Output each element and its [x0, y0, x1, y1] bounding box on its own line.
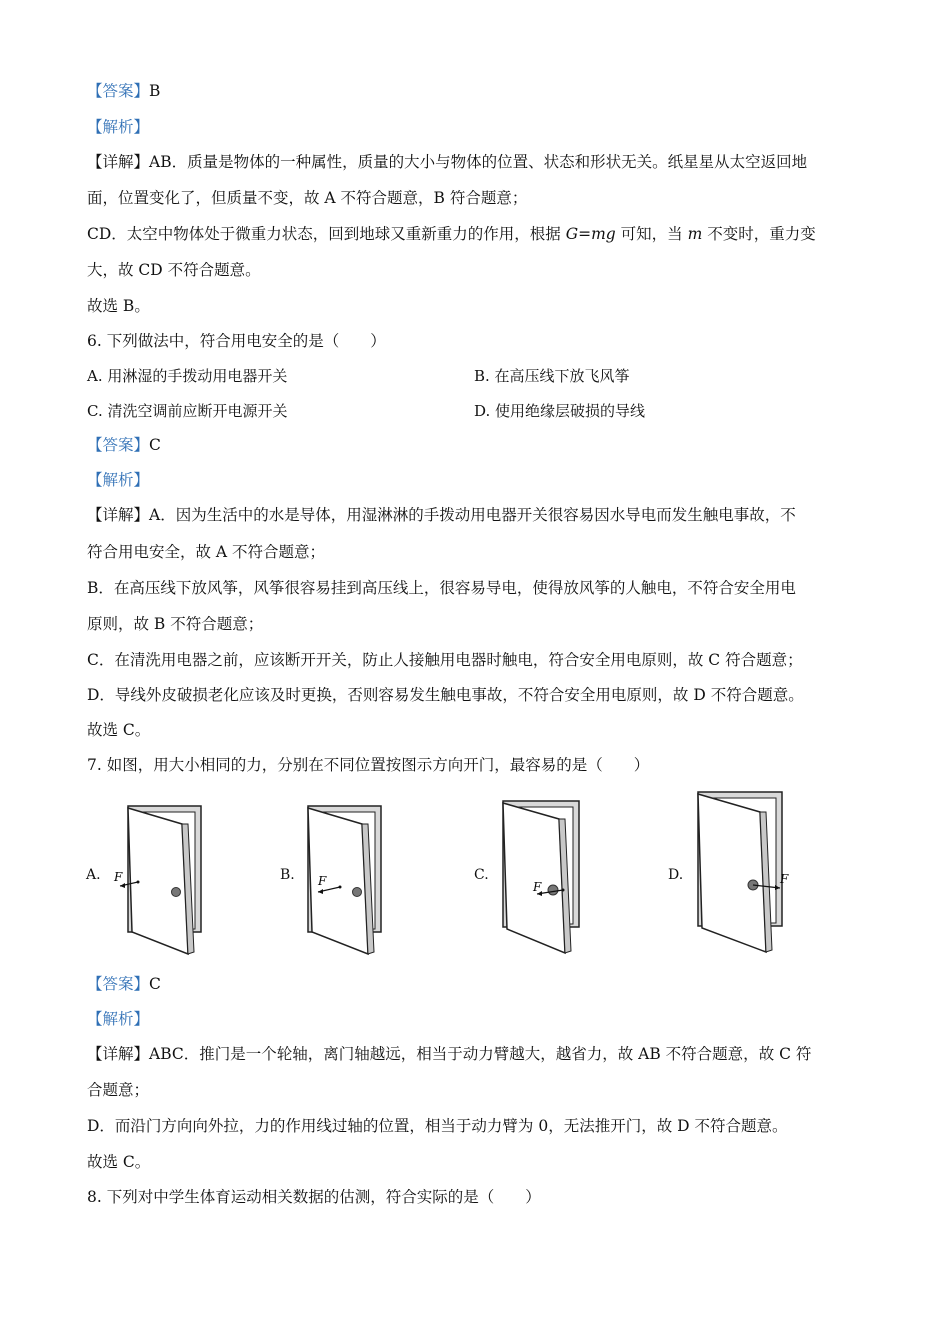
q6-conclusion: 故选 C。 [87, 721, 151, 739]
force-point [137, 881, 140, 884]
q6-answer-line [87, 435, 161, 455]
detail-tag: 【详解】 [87, 153, 150, 171]
detail-text: AB．质量是物体的一种属性，质量的大小与物体的位置、状态和形状无关。纸星星从太空返回地 [149, 153, 808, 171]
force-label: F [780, 872, 789, 886]
door-knob [172, 888, 181, 897]
q5-conclusion: 故选 B。 [87, 297, 150, 315]
q7-answer-line [87, 974, 161, 994]
force-point [562, 889, 565, 892]
door-panel [308, 808, 368, 954]
q6-option-a: A. 用淋湿的手拨动用电器开关 [87, 367, 288, 385]
q7-detail-line-2: 合题意； [87, 1081, 150, 1099]
q6-detail-line-2: 符合用电安全，故 A 不符合题意； [87, 543, 326, 561]
q5-answer-line [87, 81, 160, 101]
door-panel [698, 794, 766, 952]
formula: G=mg [565, 225, 616, 243]
analysis-tag: 【解析】 [87, 471, 150, 489]
detail-text: CD．太空中物体处于微重力状态，回到地球又重新重力的作用，根据 [87, 225, 566, 243]
detail-tag: 【详解】 [87, 506, 150, 524]
figure-d-label: D. [668, 867, 684, 883]
force-label: F [318, 874, 327, 888]
detail-text: 不变时，重力变 [702, 225, 816, 243]
answer-value: C [149, 975, 161, 993]
figure-b-label: B. [280, 867, 295, 883]
answer-value: B [149, 82, 161, 100]
q6-option-c: C. 清洗空调前应断开电源开关 [87, 402, 288, 420]
door-figure-a [100, 800, 215, 960]
q6-stem: 6. 下列做法中，符合用电安全的是（ ） [87, 332, 386, 350]
force-label: F [114, 870, 123, 884]
q5-detail-line-2: 面，位置变化了，但质量不变，故 A 不符合题意，B 符合题意； [87, 189, 528, 207]
answer-value: C [149, 436, 161, 454]
q6-detail-line-3: B．在高压线下放风筝，风筝很容易挂到高压线上，很容易导电，使得放风筝的人触电，不符合安全用电 [87, 579, 796, 597]
analysis-tag: 【解析】 [87, 118, 150, 136]
answer-tag: 【答案】 [87, 436, 150, 454]
variable-m: m [687, 225, 703, 243]
door-figure-c [473, 795, 588, 960]
q5-analysis-tag [87, 117, 149, 137]
q7-detail-line-3: D．而沿门方向向外拉，力的作用线过轴的位置，相当于动力臂为 0，无法推开门，故 D 不符合题意。 [87, 1117, 788, 1135]
q5-detail-line-3 [87, 224, 816, 244]
door-figure-b [280, 800, 395, 960]
q7-detail-line-1 [87, 1044, 811, 1064]
figure-a-label: A. [86, 867, 101, 883]
detail-text: ABC．推门是一个轮轴，离门轴越远，相当于动力臂越大，越省力，故 AB 不符合题意，故 C 符 [149, 1045, 812, 1063]
door-panel [503, 803, 565, 953]
q6-option-b: B. 在高压线下放飞风筝 [474, 367, 630, 385]
q6-detail-line-1 [87, 505, 796, 525]
detail-tag: 【详解】 [87, 1045, 150, 1063]
force-label: F [533, 880, 542, 894]
analysis-tag: 【解析】 [87, 1010, 150, 1028]
answer-tag: 【答案】 [87, 975, 150, 993]
q8-stem: 8. 下列对中学生体育运动相关数据的估测，符合实际的是（ ） [87, 1188, 541, 1206]
answer-tag: 【答案】 [87, 82, 150, 100]
force-point [339, 886, 342, 889]
door-figure-d [668, 786, 798, 961]
q5-detail-line-4: 大，故 CD 不符合题意。 [87, 261, 261, 279]
q6-analysis-tag [87, 470, 149, 490]
q7-stem: 7. 如图，用大小相同的力，分别在不同位置按图示方向开门，最容易的是（ ） [87, 756, 650, 774]
detail-text: A．因为生活中的水是导体，用湿淋淋的手拨动用电器开关很容易因水导电而发生触电事故，不 [149, 506, 796, 524]
q5-detail-line-1 [87, 152, 807, 172]
q6-detail-line-6: D．导线外皮破损老化应该及时更换，否则容易发生触电事故，不符合安全用电原则，故 D 不符合题意。 [87, 686, 804, 704]
door-knob [353, 888, 362, 897]
q6-detail-line-5: C．在清洗用电器之前，应该断开开关，防止人接触用电器时触电，符合安全用电原则，故 C 符合题意； [87, 651, 803, 669]
door-knob [548, 885, 558, 895]
q6-option-d: D. 使用绝缘层破损的导线 [474, 402, 646, 420]
q7-conclusion: 故选 C。 [87, 1153, 151, 1171]
figure-c-label: C. [474, 867, 489, 883]
detail-text: 可知，当 [615, 225, 688, 243]
q7-analysis-tag [87, 1009, 149, 1029]
q6-detail-line-4: 原则，故 B 不符合题意； [87, 615, 264, 633]
